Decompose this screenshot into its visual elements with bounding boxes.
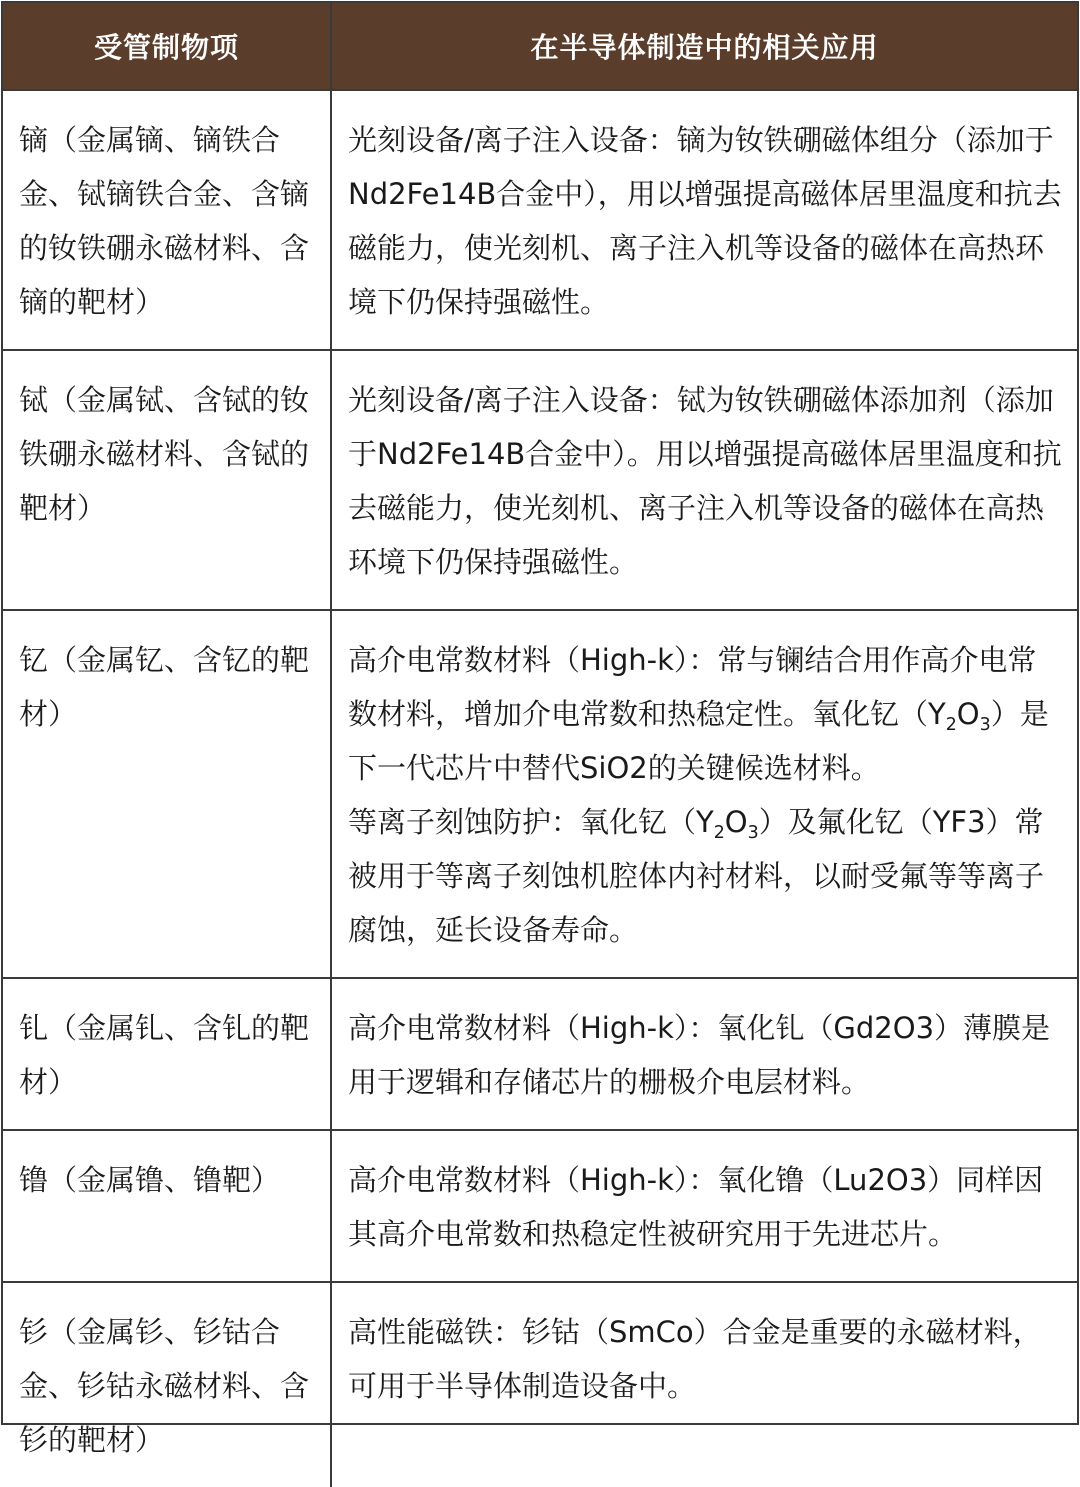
table-row — [3, 1130, 1077, 1282]
table-row — [3, 350, 1077, 610]
row-application-gadolinium: 高介电常数材料（High-k）：氧化钆（Gd2O3）薄膜是用于逻辑和存储芯片的栅极介电层材料。 — [331, 978, 1077, 1130]
row-application-yttrium — [331, 610, 1077, 978]
row-item-gadolinium: 钆（金属钆、含钆的靶材） — [3, 978, 331, 1130]
table-header — [3, 3, 1077, 90]
text-segment: ）及氟化钇（YF3）常被用于等离子刻蚀机腔体内衬材料，以耐受氟等等离子腐蚀，延长设备寿命。 — [348, 805, 1045, 947]
text-segment: O — [724, 805, 748, 839]
row-application-dysprosium: 光刻设备/离子注入设备：镝为钕铁硼磁体组分（添加于Nd2Fe14B合金中），用以增强提高磁体居里温度和抗去磁能力，使光刻机、离子注入机等设备的磁体在高热环境下仍保持强磁性。 — [331, 90, 1077, 350]
row-item-yttrium: 钇（金属钇、含钇的靶材） — [3, 610, 331, 978]
header-row — [3, 3, 1077, 90]
row-item-samarium: 钐（金属钐、钐钴合金、钐钴永磁材料、含钐的靶材） — [3, 1282, 331, 1487]
text-segment: ）是下一代芯片中替代SiO2的关键候选材料。 — [348, 697, 1049, 785]
yttrium-high-k-paragraph — [348, 633, 1063, 795]
header-regulated-item: 受管制物项 — [3, 3, 331, 90]
text-segment: O — [956, 697, 980, 731]
row-application-terbium: 光刻设备/离子注入设备：铽为钕铁硼磁体添加剂（添加于Nd2Fe14B合金中）。用以增强提高磁体居里温度和抗去磁能力，使光刻机、离子注入机等设备的磁体在高热环境下仍保持强磁性。 — [331, 350, 1077, 610]
row-item-dysprosium: 镝（金属镝、镝铁合金、铽镝铁合金、含镝的钕铁硼永磁材料、含镝的靶材） — [3, 90, 331, 350]
table-body — [3, 90, 1077, 1487]
table-row — [3, 1282, 1077, 1487]
row-item-lutetium: 镥（金属镥、镥靶） — [3, 1130, 331, 1282]
subscript: 2 — [713, 823, 725, 844]
table-row — [3, 978, 1077, 1130]
table-row — [3, 90, 1077, 350]
table-row — [3, 610, 1077, 978]
subscript: 3 — [979, 715, 991, 736]
header-semiconductor-application: 在半导体制造中的相关应用 — [331, 3, 1077, 90]
subscript: 2 — [945, 715, 957, 736]
text-segment: 等离子刻蚀防护：氧化钇（Y — [348, 805, 714, 839]
subscript: 3 — [747, 823, 759, 844]
row-item-terbium: 铽（金属铽、含铽的钕铁硼永磁材料、含铽的靶材） — [3, 350, 331, 610]
text-segment: 高介电常数材料（High-k）：常与镧结合用作高介电常数材料，增加介电常数和热稳定性。氧化钇（Y — [348, 643, 1037, 731]
regulated-items-table — [3, 3, 1077, 1487]
regulated-items-table-container — [1, 1, 1079, 1457]
row-application-lutetium: 高介电常数材料（High-k）：氧化镥（Lu2O3）同样因其高介电常数和热稳定性被研究用于先进芯片。 — [331, 1130, 1077, 1282]
yttrium-plasma-etch-paragraph — [348, 795, 1063, 957]
row-application-samarium: 高性能磁铁：钐钴（SmCo）合金是重要的永磁材料，可用于半导体制造设备中。 — [348, 1315, 1042, 1403]
